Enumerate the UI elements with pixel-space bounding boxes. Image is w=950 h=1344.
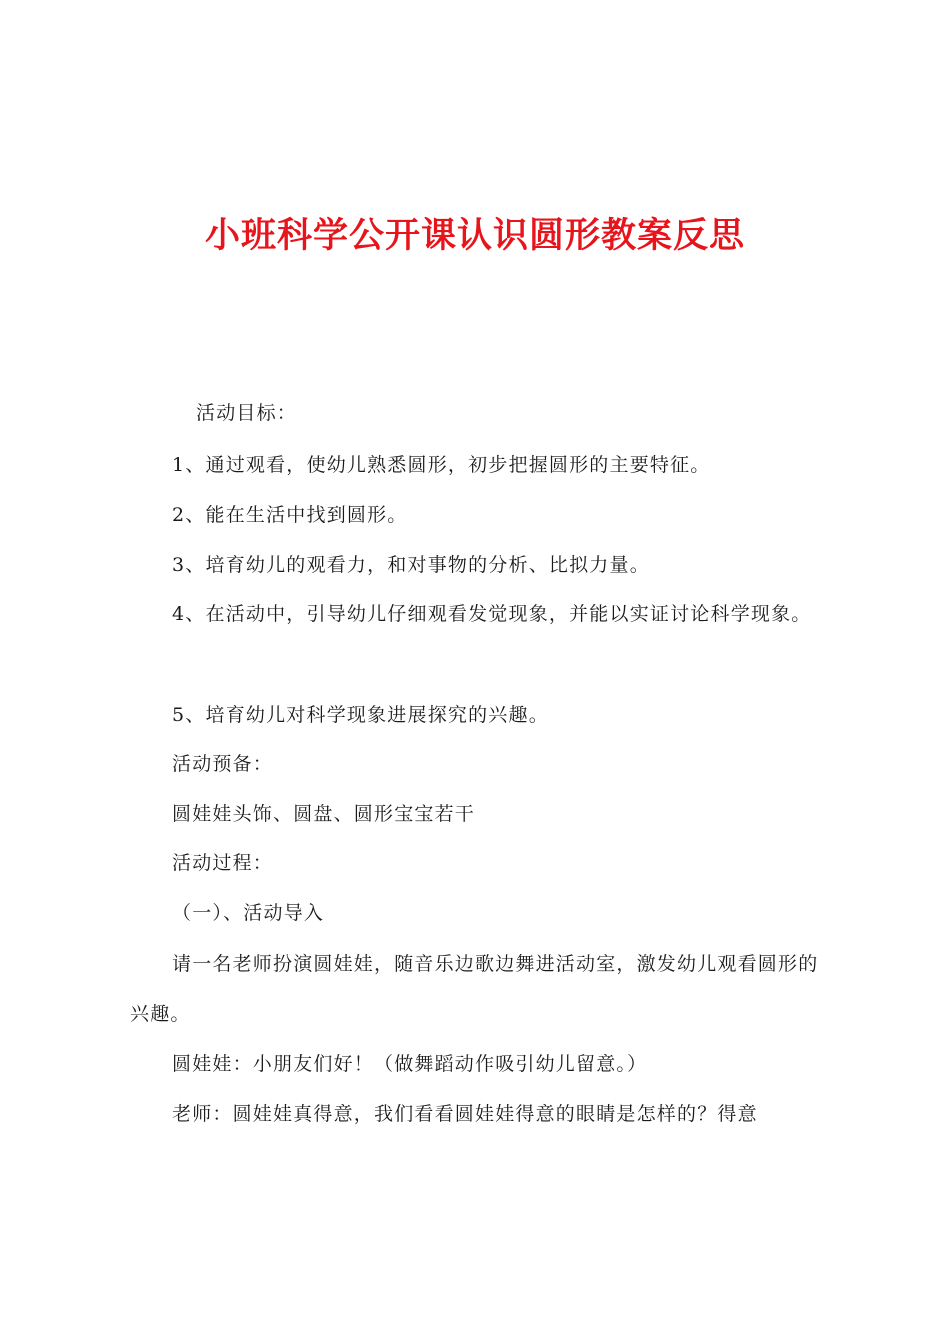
document-title: 小班科学公开课认识圆形教案反思 <box>204 216 745 256</box>
paragraph-goal-4: 4、在活动中，引导幼儿仔细观看发觉现象，并能以实证讨论科学现象。 <box>172 603 812 625</box>
paragraph-process-heading: 活动过程： <box>172 852 274 874</box>
paragraph-teacher-question: 老师：圆娃娃真得意，我们看看圆娃娃得意的眼睛是怎样的？得意 <box>172 1103 758 1125</box>
paragraph-step-1-heading: （一）、活动导入 <box>172 902 325 924</box>
paragraph-goal-2: 2、能在生活中找到圆形。 <box>172 504 408 526</box>
paragraph-goal-1: 1、通过观看，使幼儿熟悉圆形，初步把握圆形的主要特征。 <box>172 454 711 476</box>
paragraph-prep-materials: 圆娃娃头饰、圆盘、圆形宝宝若干 <box>172 803 476 825</box>
paragraph-goals-heading: 活动目标： <box>196 402 298 424</box>
paragraph-step-1-intro: 请一名老师扮演圆娃娃，随音乐边歌边舞进活动室，激发幼儿观看圆形的兴趣。 <box>130 953 819 1025</box>
paragraph-goal-3: 3、培育幼儿的观看力，和对事物的分析、比拟力量。 <box>172 554 650 576</box>
paragraph-prep-heading: 活动预备： <box>172 753 274 775</box>
paragraph-goal-5: 5、培育幼儿对科学现象进展探究的兴趣。 <box>172 704 549 726</box>
paragraph-doll-greeting: 圆娃娃：小朋友们好！（做舞蹈动作吸引幼儿留意。） <box>172 1053 648 1075</box>
